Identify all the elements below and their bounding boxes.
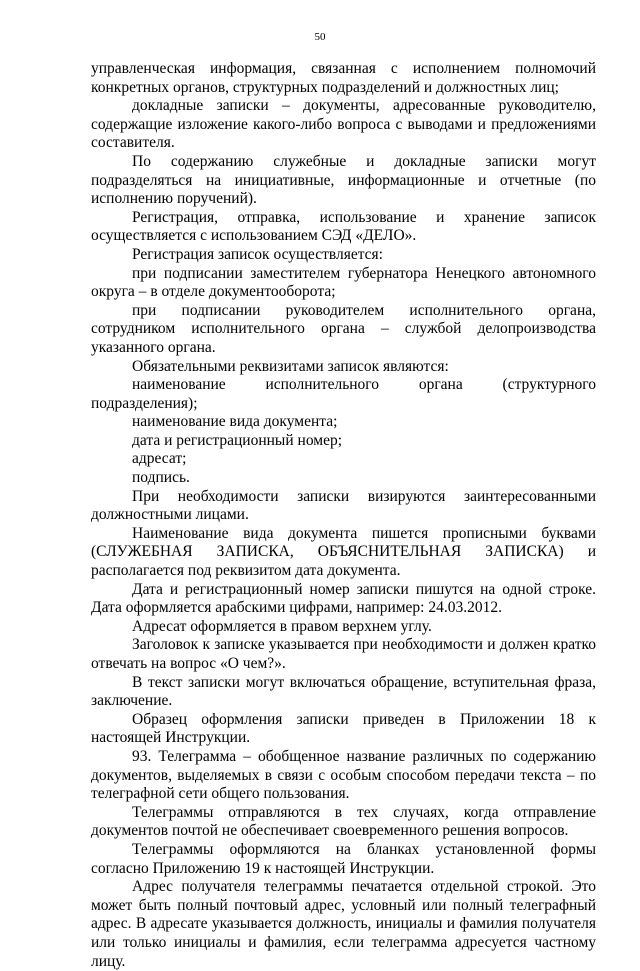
paragraph: Телеграммы оформляются на бланках установленной формы согласно Приложению 19 к настоящей Инструкции. — [91, 840, 596, 877]
paragraph: Регистрация, отправка, использование и хранение записок осуществляется с использованием СЭД «ДЕЛО». — [91, 208, 596, 245]
paragraph: подпись. — [132, 469, 190, 487]
paragraph: управленческая информация, связанная с исполнением полномочий конкретных органов, структурных подразделений и должностных лиц; — [91, 60, 596, 96]
paragraph: Дата и регистрационный номер записки пишутся на одной строке. Дата оформляется арабскими цифрами, например: 24.03.2012. — [91, 580, 596, 617]
paragraph: Обязательными реквизитами записок являются: — [132, 357, 449, 375]
paragraph: Адрес получателя телеграммы печатается отдельной строкой. Это может быть полный почтовый адрес, условный или полный телеграфный адрес. В адресате указывается должность, инициалы и фамилия получателя или только инициалы и фамилия, если телеграмма адресуется частному лицу. — [91, 878, 596, 970]
paragraph: адресат; — [132, 450, 187, 468]
paragraph: при подписании заместителем губернатора Ненецкого автономного округа – в отделе документооборота; — [91, 264, 596, 301]
page-number: 50 — [314, 31, 326, 43]
paragraph: Телеграммы отправляются в тех случаях, когда отправление документов почтой не обеспечивает своевременного решения вопросов. — [91, 803, 596, 840]
paragraph: Наименование вида документа пишется прописными буквами (СЛУЖЕБНАЯ ЗАПИСКА, ОБЪЯСНИТЕЛЬНАЯ ЗАПИСКА) и располагается под реквизитом дата документа. — [91, 524, 596, 580]
paragraph: Образец оформления записки приведен в Приложении 18 к настоящей Инструкции. — [91, 710, 596, 747]
paragraph: В текст записки могут включаться обращение, вступительная фраза, заключение. — [91, 673, 596, 710]
paragraph: дата и регистрационный номер; — [132, 431, 343, 449]
paragraph: наименование вида документа; — [132, 413, 338, 431]
paragraph: докладные записки – документы, адресованные руководителю, содержащие изложение какого-либо вопроса с выводами и предложениями составителя. — [91, 97, 596, 152]
paragraph: Заголовок к записке указывается при необходимости и должен кратко отвечать на вопрос «О чем?». — [91, 636, 596, 672]
paragraph: Регистрация записок осуществляется: — [132, 245, 383, 263]
paragraph: 93. Телеграмма – обобщенное название различных по содержанию документов, выделяемых в связи с особым способом передачи текста – по телеграфной сети общего пользования. — [91, 747, 596, 803]
paragraph: При необходимости записки визируются заинтересованными должностными лицами. — [91, 487, 596, 524]
paragraph: По содержанию служебные и докладные записки могут подразделяться на инициативные, информационные и отчетные (по исполнению поручений). — [91, 152, 596, 208]
paragraph: Адресат оформляется в правом верхнем углу. — [132, 617, 432, 635]
document-body — [91, 60, 596, 971]
paragraph: наименование исполнительного органа (структурного подразделения); — [91, 376, 596, 412]
paragraph: при подписании руководителем исполнительного органа, сотрудником исполнительного органа – службой делопроизводства указанного органа. — [91, 301, 596, 356]
